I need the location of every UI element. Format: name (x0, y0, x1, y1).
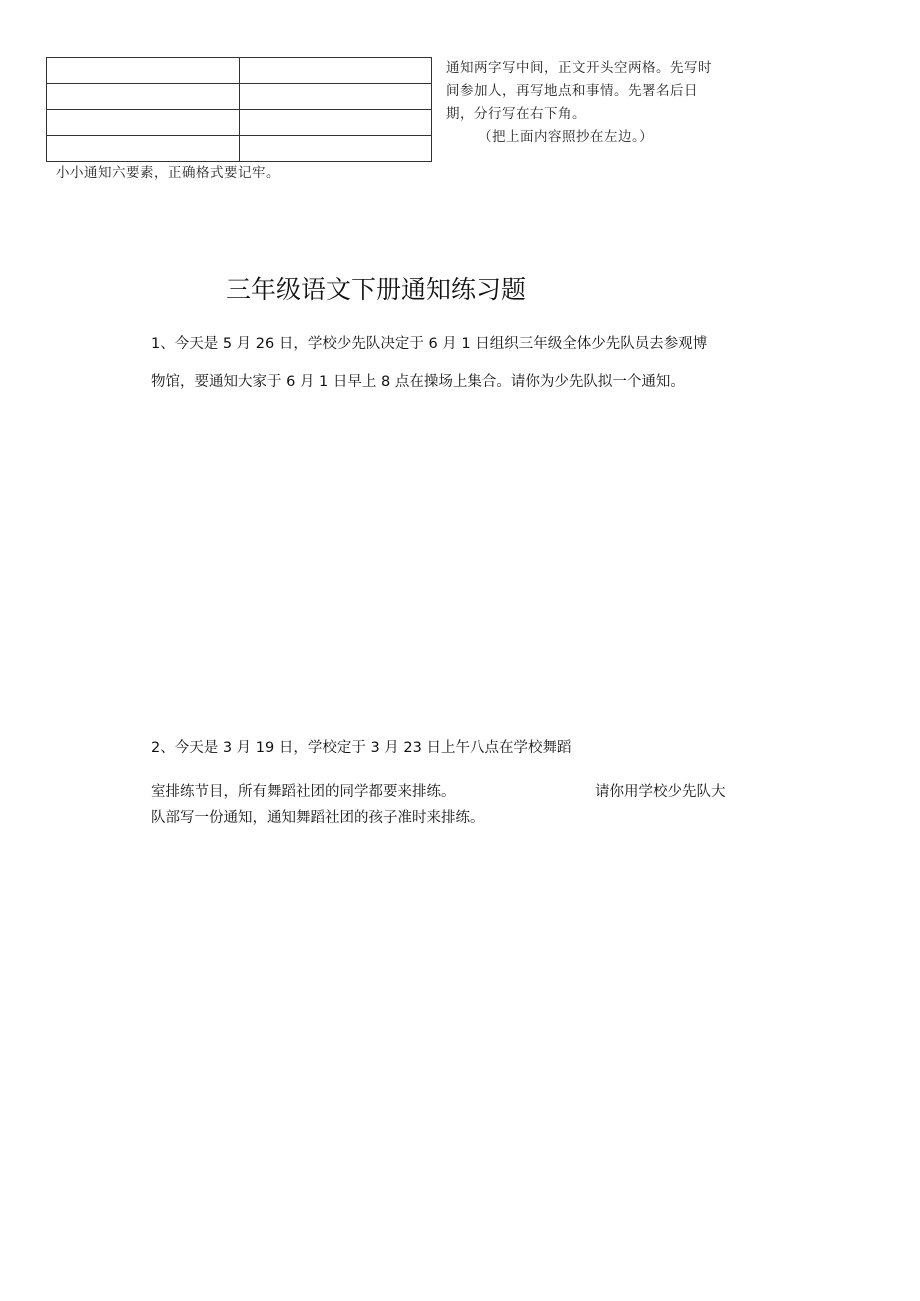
rhyme-line: 通知两字写中间，正文开头空两格。先写时 (446, 60, 712, 76)
grid-cell (47, 58, 240, 84)
grid-cell (239, 136, 432, 162)
practice-grid-table (46, 57, 432, 162)
question-1-line-2: 物馆，要通知大家于 6 月 1 日早上 8 点在操场上集合。请你为少先队拟一个通知。 (151, 374, 685, 390)
page-title: 三年级语文下册通知练习题 (226, 275, 527, 304)
grid-cell (47, 110, 240, 136)
notice-elements-tip: 小小通知六要素，正确格式要记牢。 (56, 165, 280, 181)
grid-cell (47, 136, 240, 162)
grid-cell (239, 84, 432, 110)
grid-cell (239, 110, 432, 136)
question-2-line-2-right: 请你用学校少先队大 (595, 784, 726, 800)
question-2-line-2 (151, 781, 751, 803)
notice-format-rhyme (446, 57, 756, 149)
rhyme-line: 间参加人，再写地点和事情。先署名后日 (446, 83, 698, 99)
grid-row (47, 136, 432, 162)
grid-row (47, 84, 432, 110)
grid-row (47, 110, 432, 136)
grid-row (47, 58, 432, 84)
rhyme-line: 期，分行写在右下角。 (446, 106, 586, 122)
question-2-line-2-left: 室排练节目，所有舞蹈社团的同学都要来排练。 (151, 784, 456, 800)
rhyme-copy-instruction: （把上面内容照抄在左边。） (478, 129, 654, 145)
grid-cell (47, 84, 240, 110)
question-2-line-1: 2、今天是 3 月 19 日，学校定于 3 月 23 日上午八点在学校舞蹈 (151, 740, 572, 756)
question-1-line-1: 1、今天是 5 月 26 日，学校少先队决定于 6 月 1 日组织三年级全体少先队员去参观博 (151, 336, 708, 352)
grid-cell (239, 58, 432, 84)
question-2-line-3: 队部写一份通知，通知舞蹈社团的孩子准时来排练。 (151, 810, 485, 826)
